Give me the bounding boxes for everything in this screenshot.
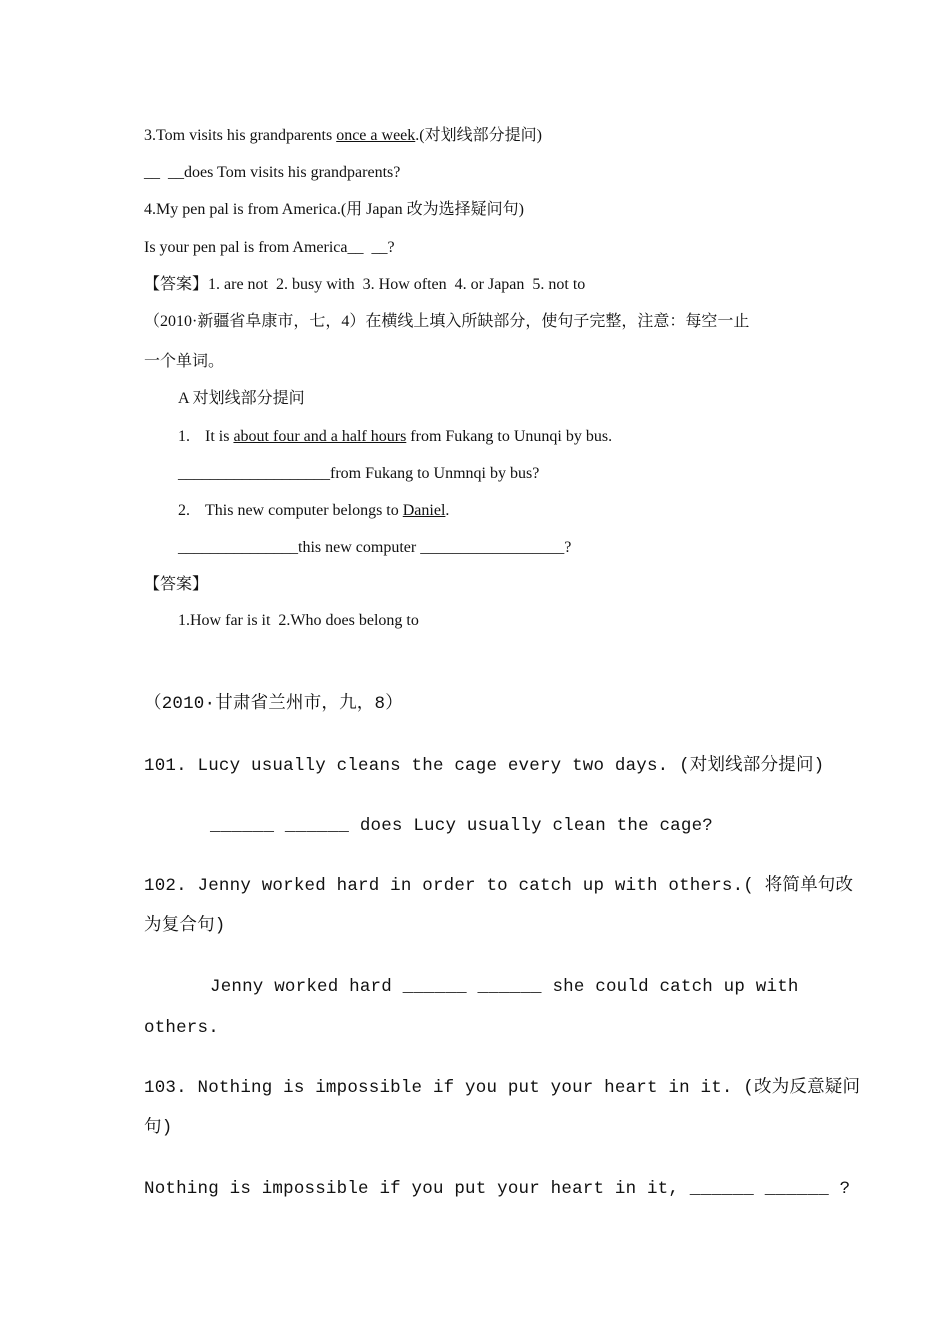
- question-3-underlined: once a week: [336, 127, 416, 144]
- answer-tag: 【答案】: [144, 276, 209, 293]
- question-3-answer-line: __ __does Tom visits his grandparents?: [144, 164, 401, 181]
- question-103-cont: 句): [144, 1118, 173, 1138]
- section-a-heading: A 对划线部分提问: [178, 390, 305, 407]
- question-3-text: 3.Tom visits his grandparents: [144, 127, 337, 144]
- question-a1-answer-line: ___________________from Fukang to Unmnqi by bus?: [178, 465, 540, 482]
- question-a2-text: This new computer belongs to: [205, 502, 403, 519]
- question-102-answer-line: Jenny worked hard ______ ______ she could catch up with: [210, 977, 799, 997]
- question-a1-number: 1.: [178, 428, 190, 445]
- question-a1: [178, 429, 612, 445]
- question-102: 102. Jenny worked hard in order to catch up with others.( 将简单句改: [144, 876, 854, 896]
- question-4: 4.My pen pal is from America.(用 Japan 改为选择疑问句): [144, 201, 524, 218]
- question-a2: [178, 503, 449, 519]
- question-a1-text-end: from Fukang to Ununqi by bus.: [406, 428, 613, 445]
- question-3: [144, 128, 542, 144]
- answer-text-2: 1.How far is it 2.Who does belong to: [178, 612, 419, 629]
- question-101: 101. Lucy usually cleans the cage every two days. (对划线部分提问): [144, 756, 825, 776]
- question-102-cont: 为复合句): [144, 916, 226, 936]
- question-103-answer-line: Nothing is impossible if you put your heart in it, ______ ______ ?: [144, 1179, 851, 1199]
- question-a2-underlined: Daniel: [402, 502, 446, 519]
- question-101-answer-line: ______ ______ does Lucy usually clean the cage?: [210, 816, 713, 836]
- question-a2-answer-line: _______________this new computer __________________?: [178, 539, 572, 556]
- answer-row-1: [144, 277, 585, 293]
- question-a2-number: 2.: [178, 502, 190, 519]
- question-4-answer-line: Is your pen pal is from America__ __?: [144, 239, 395, 256]
- source-line-xinjiang-cont: 一个单词。: [144, 353, 225, 370]
- question-a1-text: It is: [205, 428, 234, 445]
- question-103: 103. Nothing is impossible if you put your heart in it. (改为反意疑问: [144, 1078, 861, 1098]
- source-line-xinjiang: （2010·新疆省阜康市，七，4）在横线上填入所缺部分，使句子完整，注意：每空一止: [144, 313, 750, 330]
- answer-tag-2: 【答案】: [144, 576, 209, 593]
- source-line-gansu: （2010·甘肃省兰州市，九，8）: [144, 694, 403, 714]
- answer-text: 1. are not 2. busy with 3. How often 4. or Japan 5. not to: [208, 276, 586, 293]
- question-a2-text-end: .: [445, 502, 450, 519]
- question-102-answer-cont: others.: [144, 1018, 219, 1038]
- question-a1-underlined: about four and a half hours: [233, 428, 407, 445]
- question-3-instruction: .(对划线部分提问): [415, 127, 542, 144]
